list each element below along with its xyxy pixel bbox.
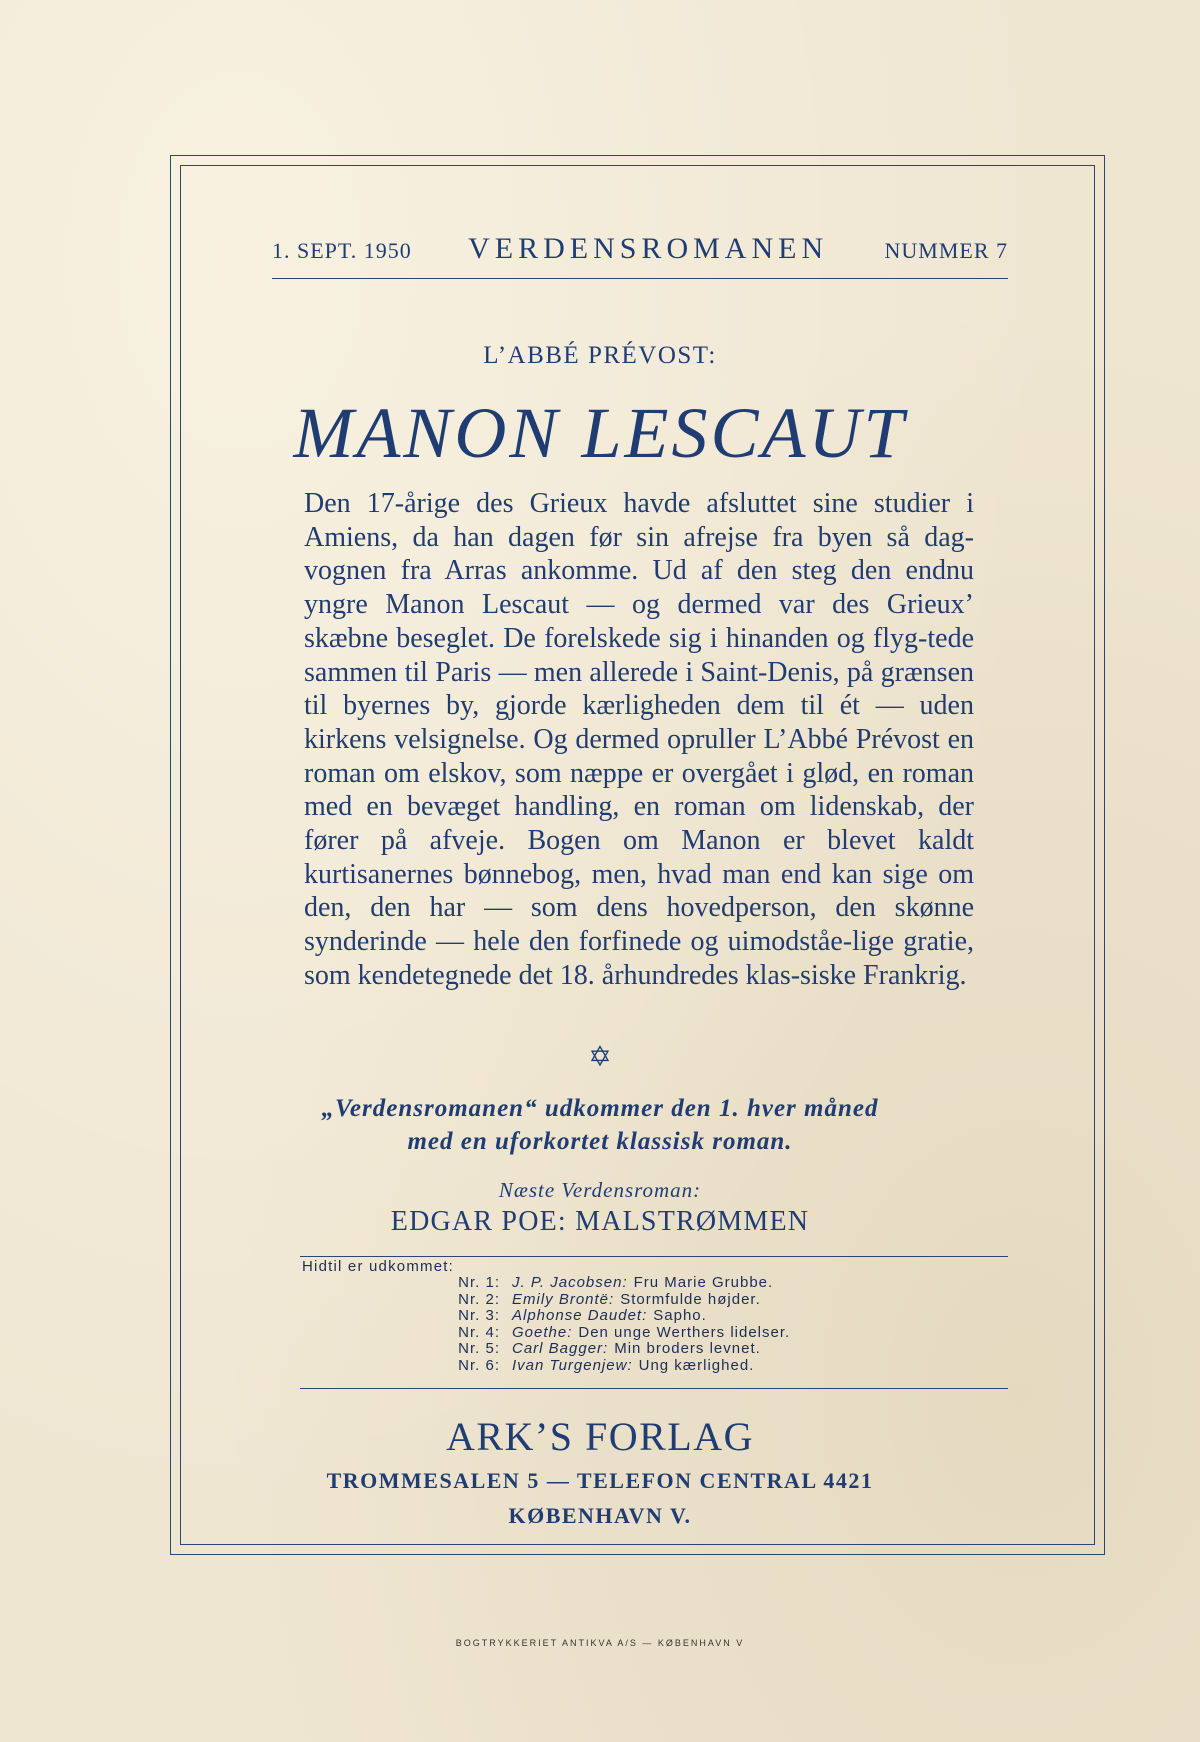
monthly-notice-line-1: „Verdensromanen“ udkommer den 1. hver måned [321,1095,879,1122]
issue-author: Carl Bagger: [512,1340,609,1358]
divider-top [300,1256,1008,1257]
star-ornament-icon: ✡ [588,1042,612,1073]
list-item [420,1341,790,1358]
issue-title: Min broders levnet. [614,1340,761,1358]
issue-nr: Nr. 6: [458,1356,500,1374]
list-item [420,1275,790,1292]
next-label: Næste Verdensroman: [498,1178,702,1202]
published-label: Hidtil er udkommet: [302,1258,455,1275]
issues-list [420,1275,790,1375]
issue-nr: Nr. 2: [458,1290,500,1308]
issue-title: Den unge Werthers lidelser. [578,1323,791,1341]
issue-number: NUMMER 7 [884,238,1008,263]
issue-nr: Nr. 5: [458,1340,500,1358]
issue-nr: Nr. 3: [458,1307,500,1325]
publisher-city: KØBENHAVN V. [508,1503,692,1528]
issue-author: Ivan Turgenjew: [512,1356,633,1374]
publisher-name: ARK’S FORLAG [445,1414,755,1459]
next-title: EDGAR POE: MALSTRØMMEN [390,1206,810,1237]
synopsis: Den 17-årige des Grieux havde afsluttet sine studier i Amiens, da han dagen før sin afrejse fra byen så dag-vognen fra Arras ankomme. Ud af den steg den endnu yngre Manon Lescaut — og dermed var des Grieux’ skæbne beseglet. De forelskede sig i hinanden og flyg-tede sammen til Paris — men allerede i Saint-Denis, på grænsen til byernes by, gjorde kærligheden dem til ét — uden kirkens velsignelse. Og dermed opruller L’Abbé Prévost en roman om elskov, som næppe er overgået i glød, en roman med en bevæget handling, en roman om lidenskab, der fører på afveje. Bogen om Manon er blevet kaldt kurtisanernes bønnebog, men, hvad man end kan sige om den, den har — som dens hovedperson, den skønne synderinde — hele den forfinede og uimodståe-lige gratie, som kendetegnede det 18. århundredes klas-siske Frankrig. [304,488,974,991]
issue-title: Fru Marie Grubbe. [633,1274,774,1291]
book-title: MANON LESCAUT [293,393,907,473]
issue-author: J. P. Jacobsen: [512,1274,628,1291]
issue-nr: Nr. 1: [458,1274,500,1291]
publisher-address: TROMMESALEN 5 — TELEFON CENTRAL 4421 [326,1468,874,1493]
issue-author: Alphonse Daudet: [512,1307,648,1325]
monthly-notice-line-2: med en uforkortet klassisk roman. [407,1128,793,1155]
printer-imprint: BOGTRYKKERIET ANTIKVA A/S — KØBENHAVN V [455,1638,745,1648]
issue-date: 1. SEPT. 1950 [272,238,412,263]
author: L’ABBÉ PRÉVOST: [483,342,717,369]
series-title: VERDENSROMANEN [468,232,829,265]
issue-title: Stormfulde højder. [620,1290,761,1308]
issue-author: Goethe: [512,1323,573,1341]
issue-nr: Nr. 4: [458,1323,500,1341]
list-item [420,1325,790,1342]
issue-title: Ung kærlighed. [638,1356,755,1374]
masthead [272,232,1008,279]
list-item [420,1292,790,1309]
list-item [420,1358,790,1375]
issue-title: Sapho. [653,1307,707,1325]
issue-author: Emily Brontë: [512,1290,615,1308]
monthly-notice [0,1092,1200,1158]
divider-bottom [300,1388,1008,1389]
list-item [420,1308,790,1325]
